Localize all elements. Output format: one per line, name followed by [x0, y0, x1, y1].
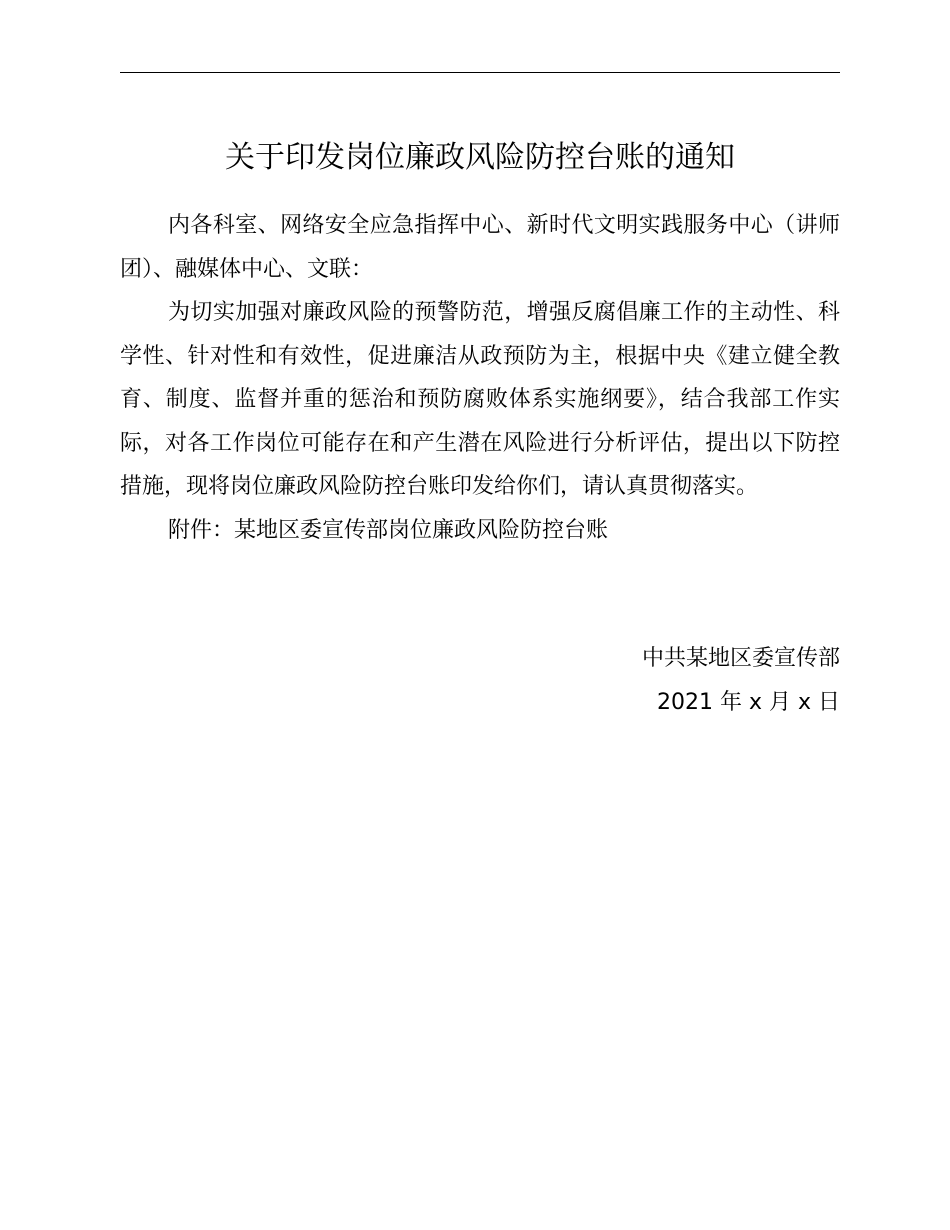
signature-date: 2021 年 x 月 x 日 — [657, 690, 840, 715]
document-title: 关于印发岗位廉政风险防控台账的通知 — [225, 140, 735, 175]
body-paragraph: 为切实加强对廉政风险的预警防范，增强反腐倡廉工作的主动性、科学性、针对性和有效性，促进廉洁从政预防为主，根据中央《建立健全教育、制度、监督并重的惩治和预防腐败体系实施纲要》，结合我部工作实际，对各工作岗位可能存在和产生潜在风险进行分析评估，提出以下防控措施，现将岗位廉政风险防控台账印发给你们，请认真贯彻落实。 — [120, 300, 840, 499]
header-rule — [120, 72, 840, 73]
attachment-line: 附件：某地区委宣传部岗位廉政风险防控台账 — [168, 517, 609, 543]
document-body — [120, 204, 840, 552]
signature-organization: 中共某地区委宣传部 — [641, 646, 840, 671]
addressee-line: 内各科室、网络安全应急指挥中心、新时代文明实践服务中心（讲师团）、融媒体中心、文联： — [120, 213, 840, 282]
